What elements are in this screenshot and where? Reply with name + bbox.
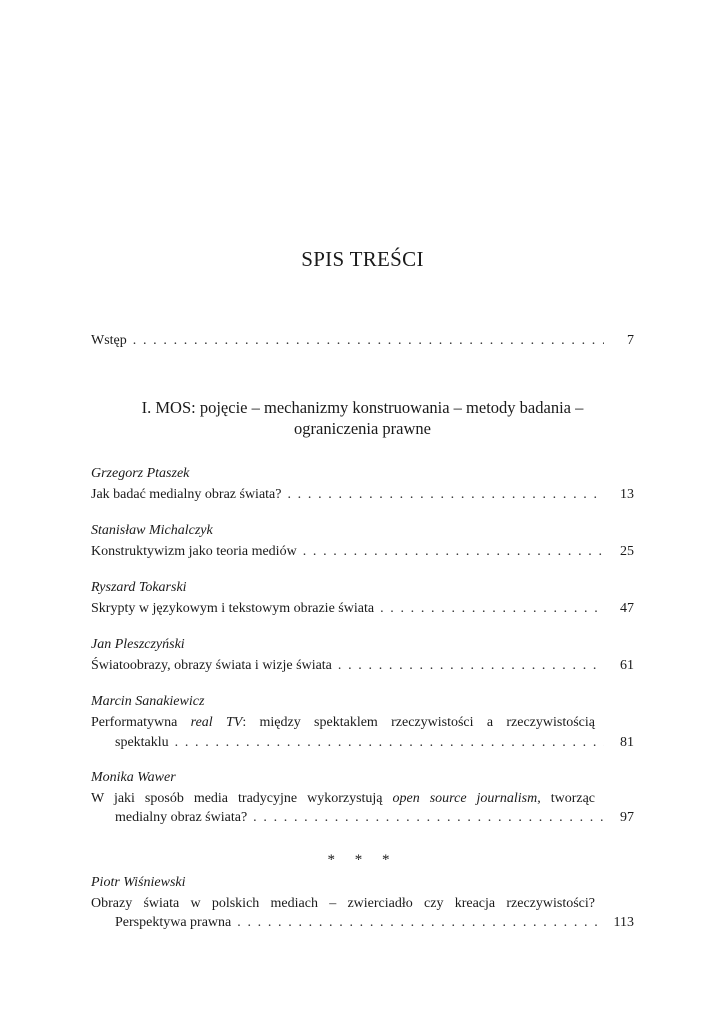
- entry-title-italic: open source journalism: [392, 791, 538, 806]
- page-number: 25: [620, 544, 634, 559]
- section-heading: [90, 397, 635, 439]
- toc-entry[interactable]: [115, 810, 634, 829]
- entry-title: Wstęp: [91, 333, 127, 348]
- page-number: 81: [620, 735, 634, 750]
- toc-entry[interactable]: [115, 735, 634, 754]
- section-heading-line-1: I. MOS: pojęcie – mechanizmy konstruowania – metody badania –: [141, 398, 584, 417]
- entry-title: Skrypty w językowym i tekstowym obrazie świata: [91, 601, 375, 616]
- leader-dots: [374, 601, 604, 617]
- page-number: 7: [627, 333, 634, 348]
- entry-title-italic: real TV: [190, 715, 243, 730]
- section-separator: * * *: [327, 852, 398, 868]
- entry-title: Światoobrazy, obrazy świata i wizje świata: [91, 658, 332, 673]
- entry-author: Jan Pleszczyński: [91, 637, 185, 652]
- entry-author: Piotr Wiśniewski: [91, 875, 186, 890]
- page-number: 61: [620, 658, 634, 673]
- entry-title-cont: Perspektywa prawna: [115, 915, 232, 930]
- entry-author: Stanisław Michalczyk: [91, 523, 213, 538]
- toc-entry[interactable]: [91, 487, 634, 506]
- leader-dots: [231, 915, 604, 931]
- toc-entry-title-line[interactable]: Obrazy świata w polskich mediach – zwierciadło czy kreacja rzeczywistości?: [91, 896, 595, 911]
- entry-title-cont: medialny obraz świata?: [115, 810, 248, 825]
- page-number: 97: [620, 810, 634, 825]
- toc-entry[interactable]: [115, 915, 634, 934]
- leader-dots: [281, 487, 604, 503]
- entry-title-cont: spektaklu: [115, 735, 169, 750]
- page-number: 113: [613, 915, 634, 930]
- leader-dots: [247, 810, 604, 826]
- entry-author: Grzegorz Ptaszek: [91, 466, 190, 481]
- leader-dots: [332, 658, 604, 674]
- leader-dots: [297, 544, 604, 560]
- entry-author: Monika Wawer: [91, 770, 176, 785]
- entry-title-part: : między spektaklem rzeczywistości a rzeczywistością: [242, 715, 595, 730]
- section-heading-line-2: ograniczenia prawne: [294, 419, 431, 438]
- page-number: 47: [620, 601, 634, 616]
- entry-title-part: Performatywna: [91, 715, 178, 730]
- leader-dots: [127, 333, 604, 349]
- toc-entry-intro[interactable]: [91, 333, 634, 352]
- entry-title-part: , tworząc: [537, 791, 596, 806]
- toc-entry[interactable]: [91, 544, 634, 563]
- toc-entry-title-line[interactable]: [91, 791, 595, 807]
- entry-title: Konstruktywizm jako teoria mediów: [91, 544, 297, 559]
- entry-author: Ryszard Tokarski: [91, 580, 187, 595]
- toc-entry[interactable]: [91, 601, 634, 620]
- entry-author: Marcin Sanakiewicz: [91, 694, 205, 709]
- page-title: SPIS TREŚCI: [301, 247, 424, 271]
- toc-entry-title-line[interactable]: [91, 715, 595, 731]
- page-number: 13: [620, 487, 634, 502]
- leader-dots: [169, 735, 604, 751]
- entry-title: Jak badać medialny obraz świata?: [91, 487, 282, 502]
- toc-entry[interactable]: [91, 658, 634, 677]
- entry-title-part: W jaki sposób media tradycyjne wykorzystują: [91, 791, 383, 806]
